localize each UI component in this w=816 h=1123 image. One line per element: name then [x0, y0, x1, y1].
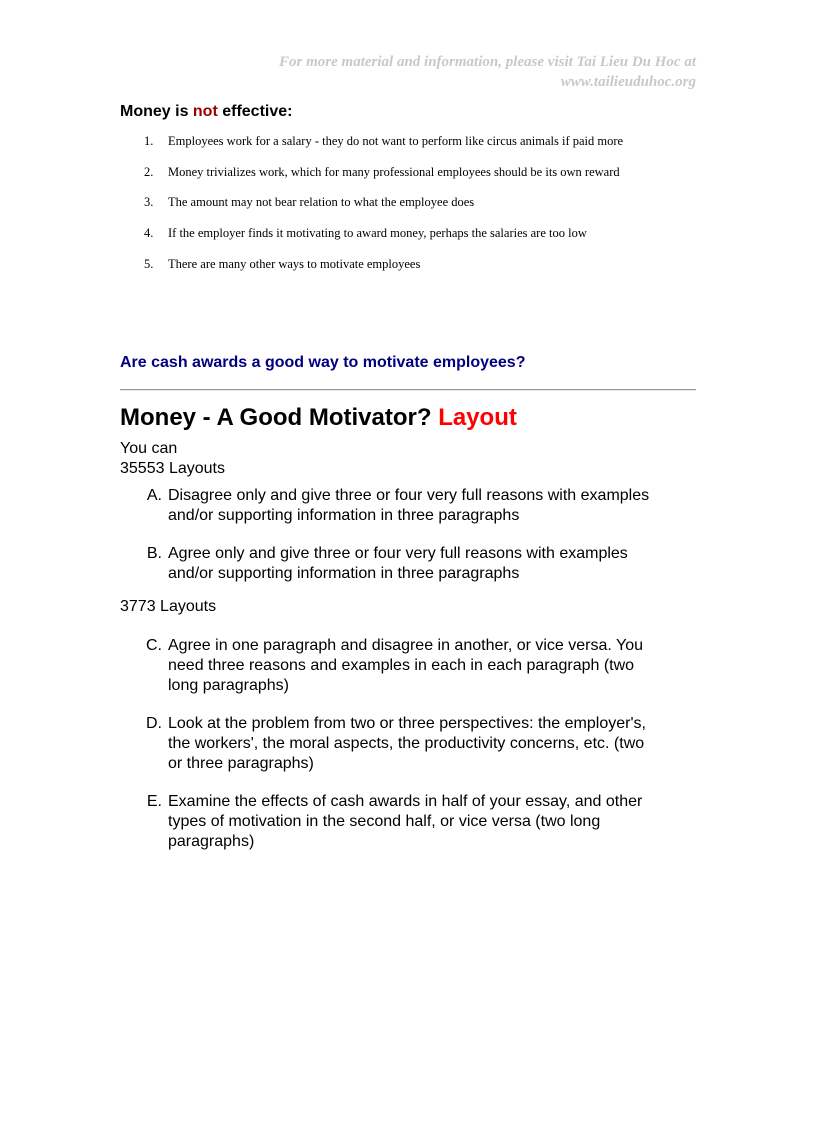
option-item: [120, 714, 700, 774]
list-number: 1.: [144, 134, 154, 148]
list-item: [120, 195, 700, 226]
page-title: [120, 402, 517, 434]
option-item: [120, 544, 700, 584]
list-text: If the employer finds it motivating to award money, perhaps the salaries are too low: [168, 226, 587, 241]
list-text: The amount may not bear relation to what the employee does: [168, 195, 475, 210]
intro-line2: 35553 Layouts: [120, 460, 225, 477]
option-letter: E.: [146, 793, 162, 810]
option-letter: C.: [146, 637, 162, 654]
list-number: 3.: [144, 195, 154, 210]
option-text: Agree in one paragraph and disagree in another, or vice versa. You need three reasons and examples in each in each paragraph (two long paragraphs): [168, 637, 643, 694]
options-group-2: [120, 636, 700, 870]
title-main: Money - A Good Motivator?: [120, 404, 439, 431]
question-heading: Are cash awards a good way to motivate employees?: [120, 354, 526, 371]
group2-label: 3773 Layouts: [120, 598, 217, 615]
option-item: [120, 636, 700, 696]
heading-accent: not: [192, 103, 218, 120]
options-group-1: [120, 486, 700, 602]
option-item: [120, 792, 700, 852]
list-number: 4.: [144, 226, 154, 241]
option-text: Examine the effects of cash awards in half of your essay, and other types of motivation in the second half, or vice versa (two long paragraphs): [168, 793, 643, 850]
option-letter: B.: [146, 545, 162, 562]
option-letter: A.: [146, 487, 162, 504]
intro-text: [120, 439, 700, 479]
list-item: [120, 257, 700, 288]
heading-suffix: effective:: [217, 103, 293, 120]
header-note-line1: For more material and information, please visit Tai Lieu Du Hoc at: [279, 54, 696, 70]
list-item: [120, 226, 700, 257]
header-note: [136, 52, 696, 92]
option-letter: D.: [146, 715, 162, 732]
list-text: Employees work for a salary - they do not want to perform like circus animals if paid more: [168, 134, 624, 148]
header-note-link[interactable]: www.tailieuduhoc.org: [560, 74, 696, 90]
option-item: [120, 486, 700, 526]
list-item: [120, 134, 700, 165]
option-text: Agree only and give three or four very full reasons with examples and/or supporting information in three paragraphs: [168, 545, 628, 582]
list-number: 5.: [144, 256, 154, 271]
reasons-list: [120, 134, 700, 287]
option-text: Disagree only and give three or four very full reasons with examples and/or supporting information in three paragraphs: [168, 487, 650, 524]
list-text: There are many other ways to motivate employees: [168, 256, 421, 271]
title-accent: Layout: [438, 404, 517, 431]
section-heading: [120, 102, 292, 122]
heading-prefix: Money is: [120, 103, 193, 120]
list-number: 2.: [144, 164, 154, 179]
intro-line1: You can: [120, 440, 178, 457]
horizontal-divider: [120, 389, 696, 391]
list-text: Money trivializes work, which for many professional employees should be its own reward: [168, 164, 620, 179]
option-text: Look at the problem from two or three perspectives: the employer's, the workers', the moral aspects, the productivity concerns, etc. (two or three paragraphs): [168, 715, 646, 772]
list-item: [120, 165, 700, 196]
